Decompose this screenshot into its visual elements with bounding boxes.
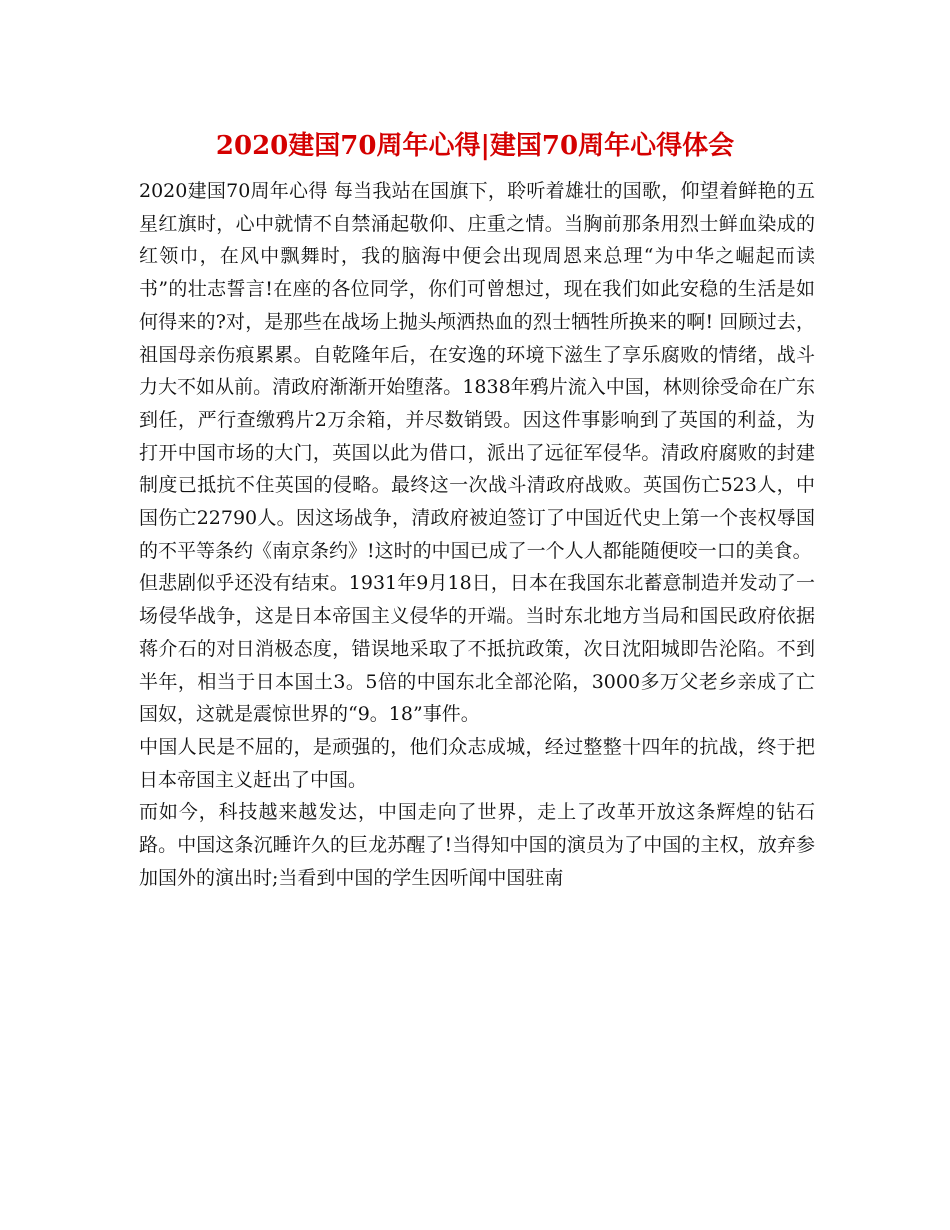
paragraph-1: 2020建国70周年心得 每当我站在国旗下，聆听着雄壮的国歌，仰望着鲜艳的五星红旗时，心中就情不自禁涌起敬仰、庄重之情。当胸前那条用烈士鲜血染成的红领巾，在风中飘舞时，我的脑海中便会出现周恩来总理“为中华之崛起而读书”的壮志誓言!在座的各位同学，你们可曾想过，现在我们如此安稳的生活是如何得来的?对，是那些在战场上抛头颅洒热血的烈士牺牲所换来的啊! 回顾过去，祖国母亲伤痕累累。自乾隆年后，在安逸的环境下滋生了享乐腐败的情绪，战斗力大不如从前。清政府渐渐开始堕落。1838年鸦片流入中国，林则徐受命在广东到任，严行查缴鸦片2万余箱，并尽数销毁。因这件事影响到了英国的利益，为打开中国市场的大门，英国以此为借口，派出了远征军侵华。清政府腐败的封建制度已抵抗不住英国的侵略。最终这一次战斗清政府战败。英国伤亡523人，中国伤亡22790人。因这场战争，清政府被迫签订了中国近代史上第一个丧权辱国的不平等条约《南京条约》!这时的中国已成了一个人人都能随便咬一口的美食。 [139,180,815,562]
paragraph-3: 中国人民是不屈的，是顽强的，他们众志成城，经过整整十四年的抗战，终于把日本帝国主义赶出了中国。 [139,735,815,791]
paragraph-4: 而如今，科技越来越发达，中国走向了世界，走上了改革开放这条辉煌的钻石路。中国这条沉睡许久的巨龙苏醒了!当得知中国的演员为了中国的主权，放弃参加国外的演出时;当看到中国的学生因听闻中国驻南 [139,801,815,889]
document-title: 2020建国70周年心得|建国70周年心得体会 [215,131,735,161]
document-body [139,175,815,894]
paragraph-2: 但悲剧似乎还没有结束。1931年9月18日，日本在我国东北蓄意制造并发动了一场侵华战争，这是日本帝国主义侵华的开端。当时东北地方当局和国民政府依据蒋介石的对日消极态度，错误地采取了不抵抗政策，次日沈阳城即告沦陷。不到半年，相当于日本国土3。5倍的中国东北全部沦陷，3000多万父老乡亲成了亡国奴，这就是震惊世界的“9。18”事件。 [139,572,815,726]
